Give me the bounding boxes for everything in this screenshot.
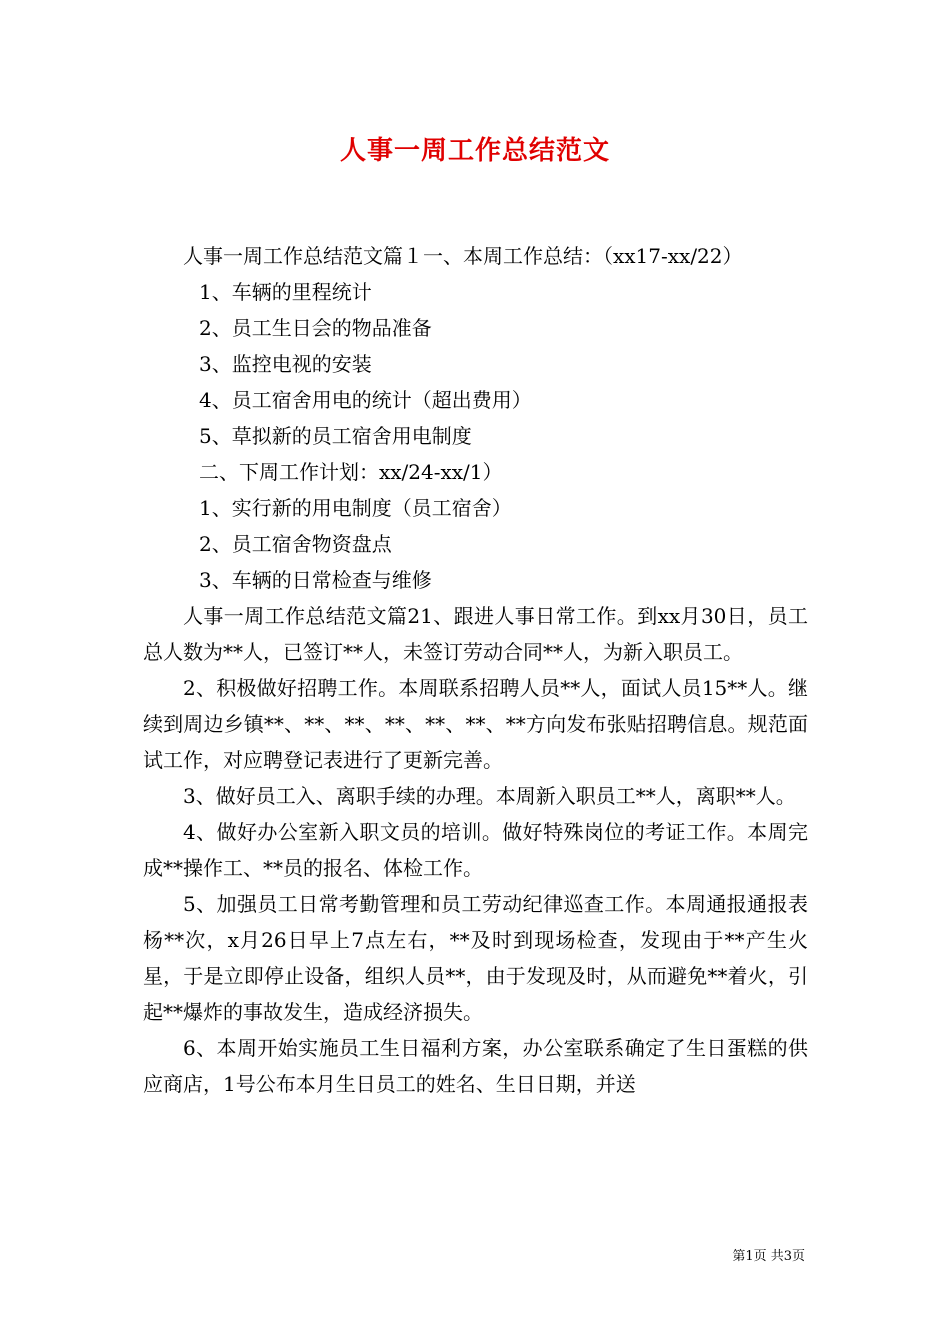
list-item: 5、草拟新的员工宿舍用电制度 <box>199 424 472 448</box>
list-item: 1、实行新的用电制度（员工宿舍） <box>199 496 512 520</box>
list-item: 2、员工生日会的物品准备 <box>199 316 432 340</box>
list-item: 2、员工宿舍物资盘点 <box>199 532 392 556</box>
list-item: 3、监控电视的安装 <box>199 352 372 376</box>
list-item: 3、车辆的日常检查与维修 <box>199 568 432 592</box>
document-body <box>143 238 808 1102</box>
paragraph: 6、本周开始实施员工生日福利方案，办公室联系确定了生日蛋糕的供应商店，1号公布本月生日员工的姓名、生日日期，并送 <box>143 1036 808 1096</box>
page-number-footer: 第1页 共3页 <box>732 1249 805 1264</box>
list-item: 1、车辆的里程统计 <box>199 280 372 304</box>
document-title: 人事一周工作总结范文 <box>339 136 610 166</box>
list-item: 4、员工宿舍用电的统计（超出费用） <box>199 388 532 412</box>
paragraph: 4、做好办公室新入职文员的培训。做好特殊岗位的考证工作。本周完成**操作工、**员的报名、体检工作。 <box>143 820 808 880</box>
paragraph: 人事一周工作总结范文篇１一、本周工作总结：（xx17-xx/22） <box>183 244 743 268</box>
paragraph: 2、积极做好招聘工作。本周联系招聘人员**人，面试人员15**人。继续到周边乡镇**、**、**、**、**、**、**方向发布张贴招聘信息。规范面试工作，对应聘登记表进行了更新完善。 <box>143 676 808 772</box>
paragraph: 3、做好员工入、离职手续的办理。本周新入职员工**人，离职**人。 <box>183 784 796 808</box>
paragraph: 人事一周工作总结范文篇21、跟进人事日常工作。到xx月30日，员工总人数为**人，已签订**人，未签订劳动合同**人，为新入职员工。 <box>143 604 808 664</box>
list-item: 二、下周工作计划：xx/24-xx/1） <box>199 460 503 484</box>
paragraph: 5、加强员工日常考勤管理和员工劳动纪律巡查工作。本周通报通报表杨**次，x月26日早上7点左右，**及时到现场检查，发现由于**产生火星，于是立即停止设备，组织人员**，由于发现及时，从而避免**着火，引起**爆炸的事故发生，造成经济损失。 <box>143 892 808 1024</box>
